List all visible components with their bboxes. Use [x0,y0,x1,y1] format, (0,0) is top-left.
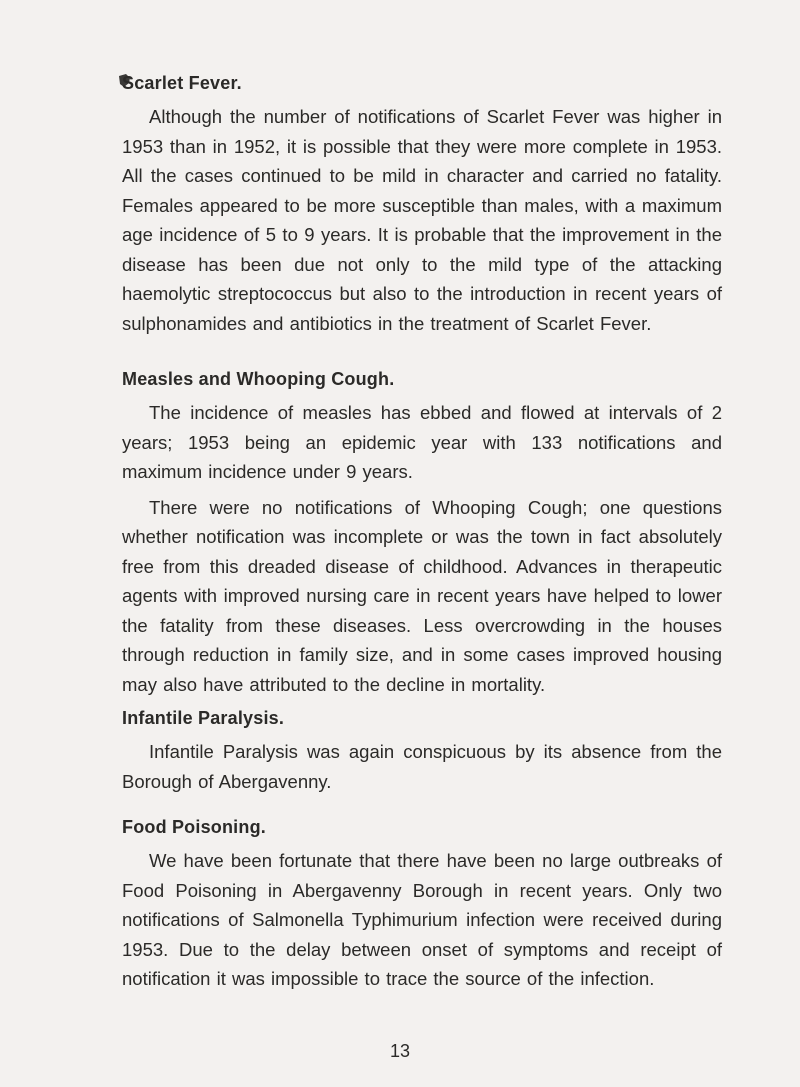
section-heading: Food Poisoning. [122,817,266,837]
section-paragraph: Infantile Paralysis was again conspicuous by its absence from the Borough of Abergavenny. [122,741,722,792]
section-measles-whooping-cough [122,366,722,699]
section-scarlet-fever [122,70,722,338]
section-paragraph: There were no notifications of Whooping Cough; one questions whether notification was incomplete or was the town in fact absolutely free from this dreaded disease of childhood. Advances in therapeutic agents with improved nursing care in recent years have helped to lower the fatality from these diseases. Less overcrowding in the houses through reduction in family size, and in some cases improved housing may also have attributed to the decline in mortality. [122,496,722,695]
section-heading: Scarlet Fever. [122,73,242,93]
section-food-poisoning [122,814,722,994]
section-heading: Infantile Paralysis. [122,708,285,728]
section-paragraph: The incidence of measles has ebbed and flowed at intervals of 2 years; 1953 being an epidemic year with 133 notifications and maximum incidence under 9 years. [122,402,722,482]
section-paragraph: We have been fortunate that there have been no large outbreaks of Food Poisoning in Abergavenny Borough in recent years. Only two notifications of Salmonella Typhimurium infection were received during 1953. Due to the delay between onset of symptoms and receipt of notification it was impossible to trace the source of the infection. [122,850,722,989]
section-paragraph: Although the number of notifications of Scarlet Fever was higher in 1953 than in 1952, it is possible that they were more complete in 1953. All the cases continued to be mild in character and carried no fatality. Females appeared to be more susceptible than males, with a maximum age incidence of 5 to 9 years. It is probable that the improvement in the disease has been due not only to the mild type of the attacking haemolytic streptococcus but also to the introduction in recent years of sulphonamides and antibiotics in the treatment of Scarlet Fever. [122,106,722,334]
section-infantile-paralysis [122,705,722,796]
section-heading: Measles and Whooping Cough. [122,369,395,389]
page-number: 13 [389,1041,411,1061]
